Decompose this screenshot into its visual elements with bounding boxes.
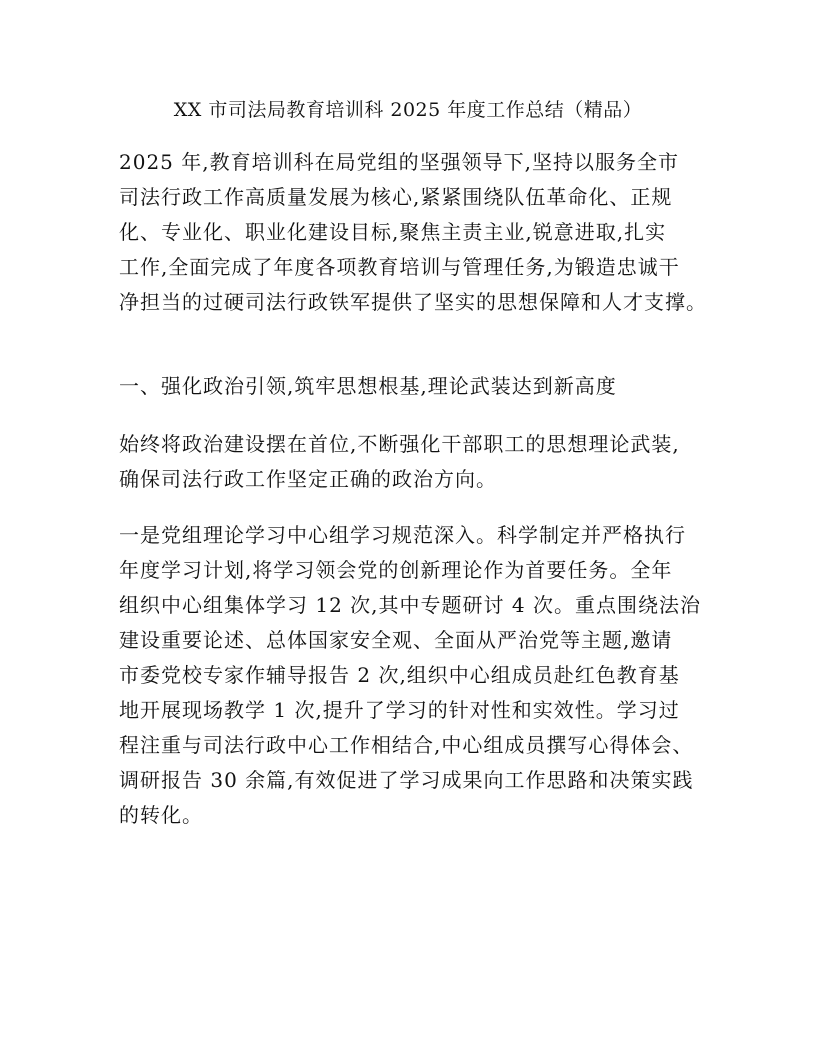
text-line: 净担当的过硬司法行政铁军提供了坚实的思想保障和人才支撑。 bbox=[119, 290, 707, 314]
text-line: 组织中心组集体学习 12 次,其中专题研讨 4 次。重点围绕法治 bbox=[119, 593, 701, 617]
section1-point1-paragraph bbox=[119, 518, 719, 833]
text-line: 年度学习计划,将学习领会党的创新理论作为首要任务。全年 bbox=[119, 558, 673, 582]
document-title: XX 市司法局教育培训科 2025 年度工作总结（精品） bbox=[173, 99, 643, 121]
text-line: 建设重要论述、总体国家安全观、全面从严治党等主题,邀请 bbox=[119, 628, 673, 652]
heading-text: 一、强化政治引领,筑牢思想根基,理论武装达到新高度 bbox=[119, 374, 617, 398]
text-line: 工作,全面完成了年度各项教育培训与管理任务,为锻造忠诚干 bbox=[119, 255, 680, 279]
text-line: 程注重与司法行政中心工作相结合,中心组成员撰写心得体会、 bbox=[119, 733, 694, 757]
text-line: 司法行政工作高质量发展为核心,紧紧围绕队伍革命化、正规 bbox=[119, 185, 673, 209]
text-line: 地开展现场教学 1 次,提升了学习的针对性和实效性。学习过 bbox=[119, 698, 680, 722]
section1-intro-paragraph bbox=[119, 427, 719, 497]
text-line: 化、专业化、职业化建设目标,聚焦主责主业,锐意进取,扎实 bbox=[119, 220, 667, 244]
text-line: 始终将政治建设摆在首位,不断强化干部职工的思想理论武装, bbox=[119, 432, 680, 456]
text-line: 2025 年,教育培训科在局党组的坚强领导下,坚持以服务全市 bbox=[119, 150, 679, 174]
text-line: 的转化。 bbox=[119, 803, 203, 827]
text-line: 市委党校专家作辅导报告 2 次,组织中心组成员赴红色教育基 bbox=[119, 663, 680, 687]
text-line: 调研报告 30 余篇,有效促进了学习成果向工作思路和决策实践 bbox=[119, 768, 694, 792]
text-line: 一是党组理论学习中心组学习规范深入。科学制定并严格执行 bbox=[119, 523, 686, 547]
section1-heading bbox=[119, 369, 719, 404]
intro-paragraph bbox=[119, 145, 719, 320]
text-line: 确保司法行政工作坚定正确的政治方向。 bbox=[119, 467, 497, 491]
